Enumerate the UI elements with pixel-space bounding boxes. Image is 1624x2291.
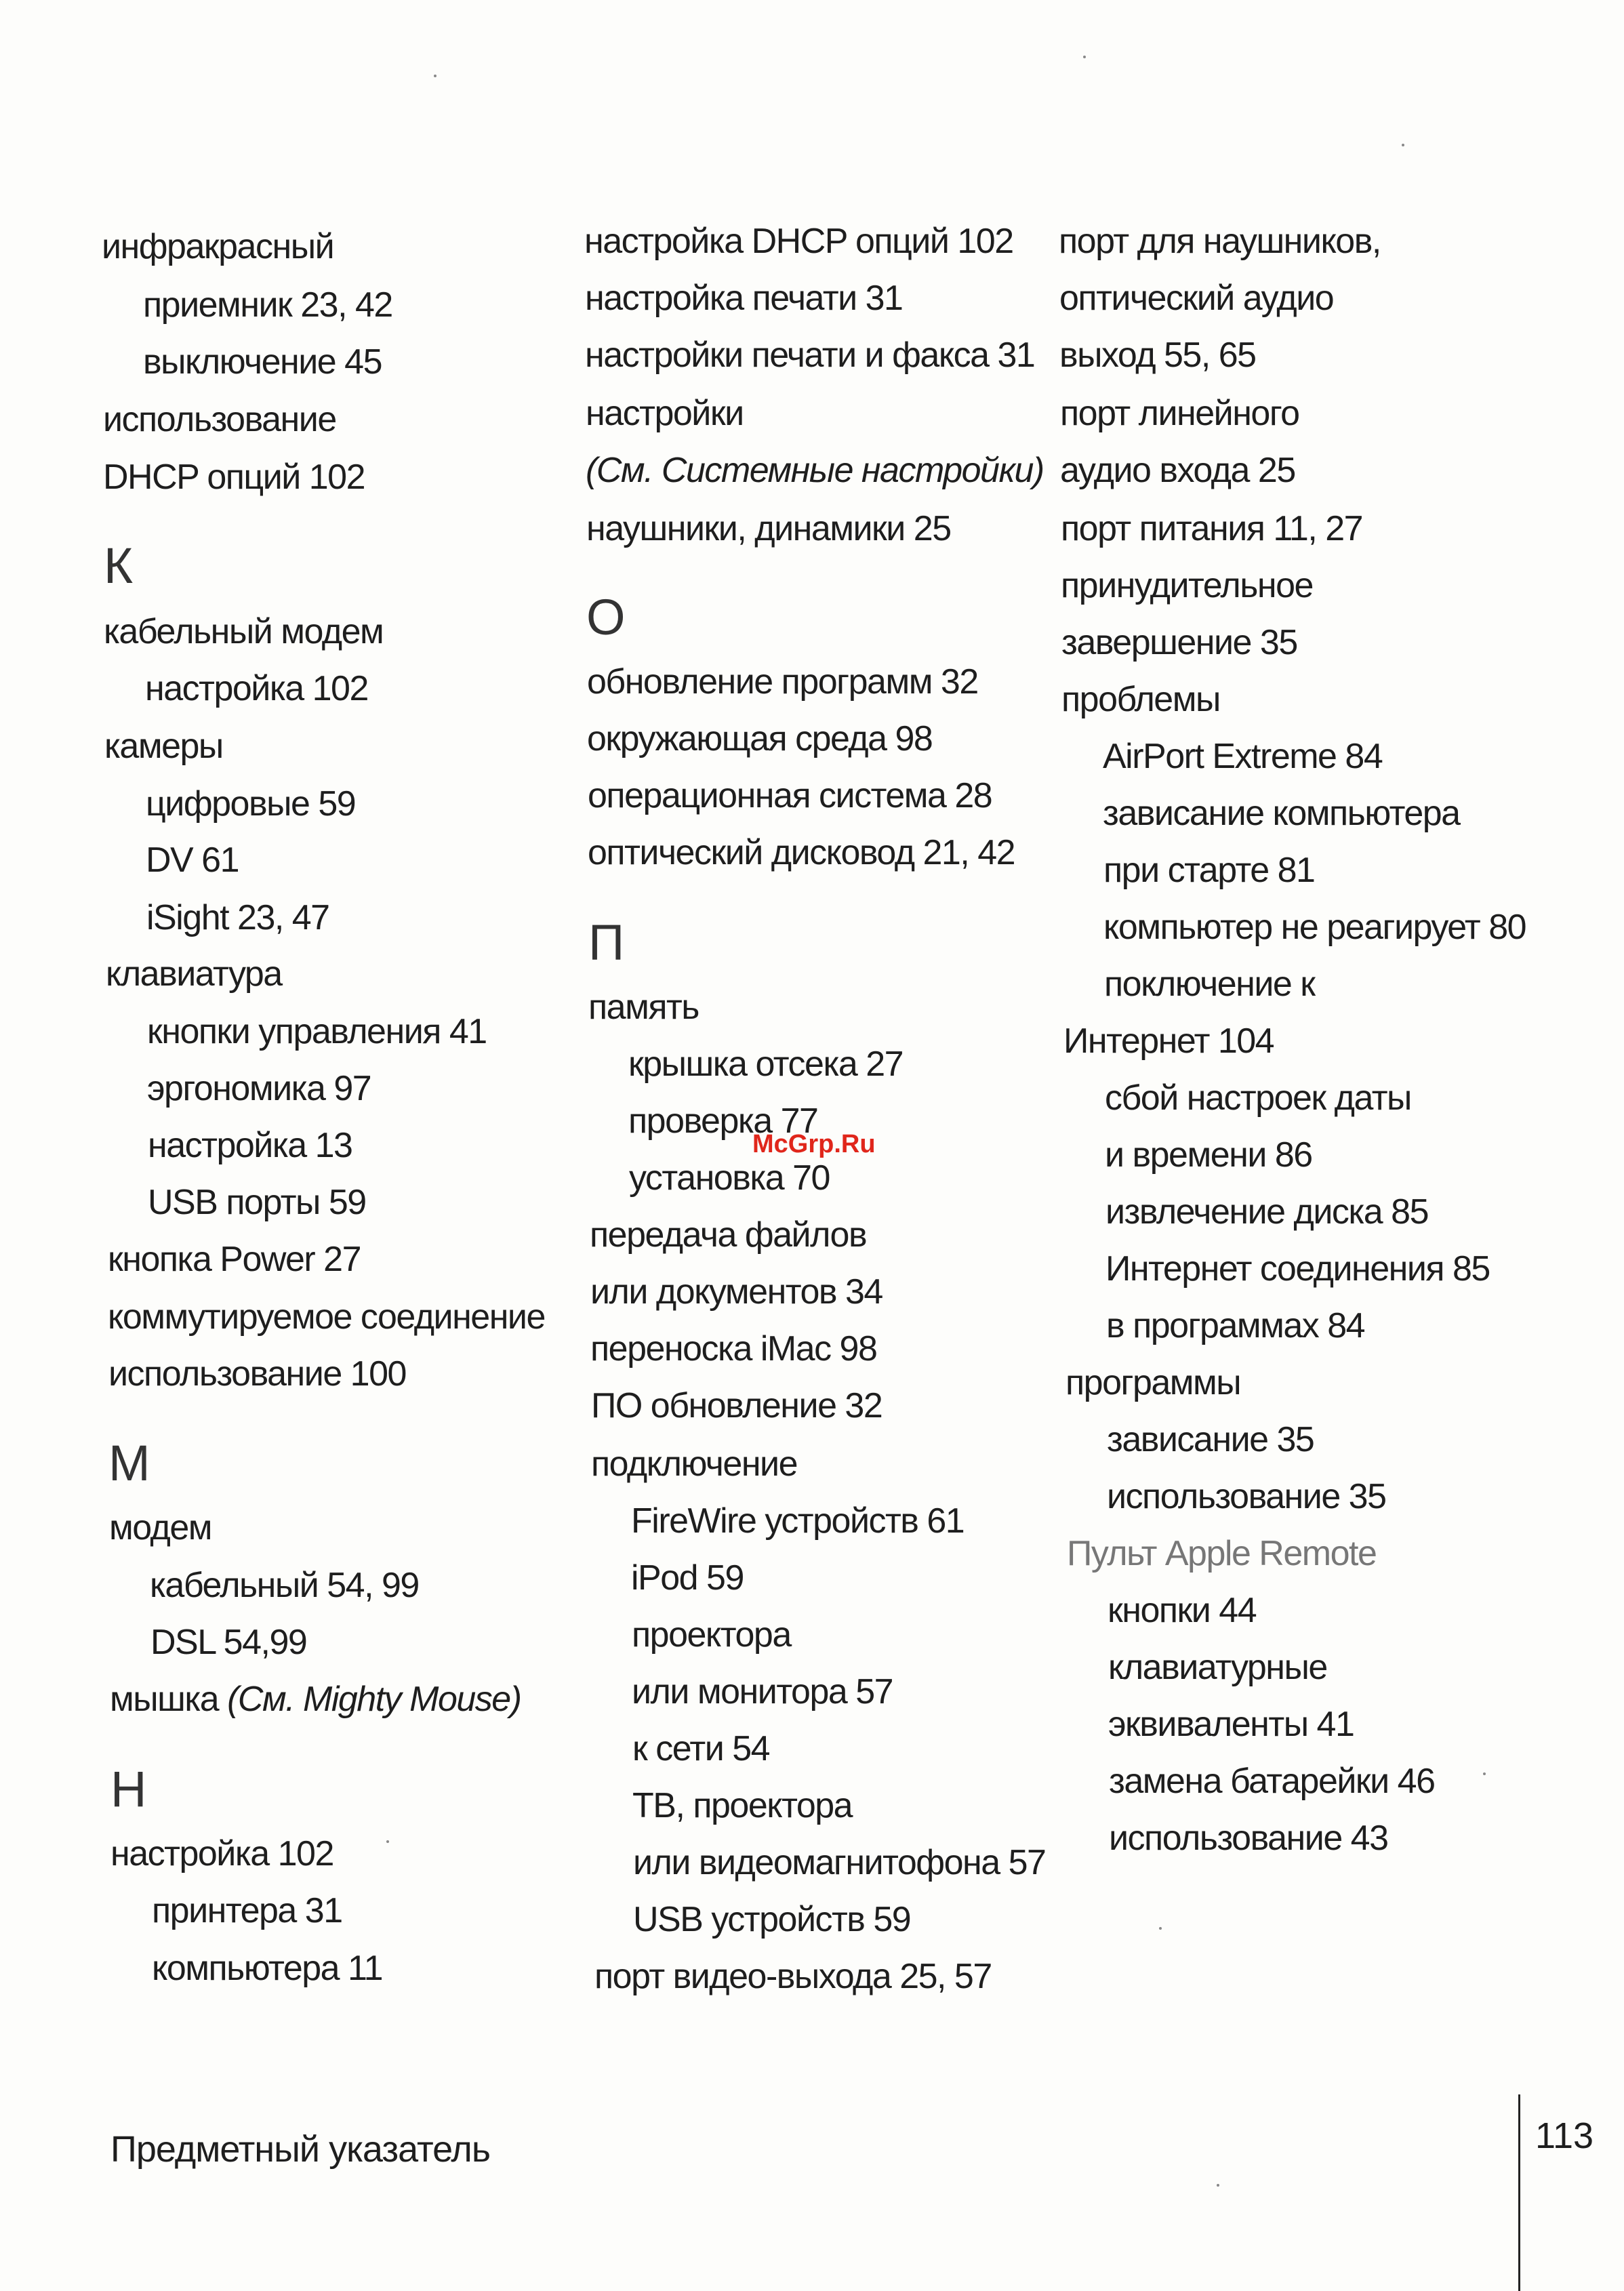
index-subentry <box>145 671 368 706</box>
index-subentry <box>629 1160 830 1196</box>
index-cross-reference: (См. Mighty Mouse) <box>227 1680 521 1719</box>
index-entry-text: iSight 23, 47 <box>146 898 329 937</box>
index-entry <box>594 1959 992 1994</box>
index-entry-text: AirPort Extreme 84 <box>1103 737 1383 776</box>
index-entry <box>1061 625 1297 660</box>
index-entry-text: сбой настроек даты <box>1105 1078 1411 1118</box>
index-subentry <box>1105 1080 1411 1116</box>
index-entry <box>103 460 365 495</box>
index-subentry <box>150 1625 306 1660</box>
index-entry-text: К <box>104 538 134 594</box>
index-entry <box>587 664 978 700</box>
index-entry <box>110 1836 333 1871</box>
index-entry-text: кабельный 54, 99 <box>150 1566 419 1605</box>
index-entry-text: порт питания 11, 27 <box>1061 509 1363 548</box>
index-entry <box>587 721 932 756</box>
index-entry <box>590 1274 882 1310</box>
index-entry-text: к сети 54 <box>632 1729 770 1768</box>
index-entry <box>1063 1023 1274 1059</box>
index-subentry <box>1107 1479 1386 1514</box>
index-entry-text: настройка 13 <box>148 1126 352 1165</box>
index-entry <box>108 1242 361 1277</box>
index-entry-text: iPod 59 <box>631 1558 744 1598</box>
index-subentry <box>146 840 239 880</box>
index-subentry <box>146 786 355 822</box>
index-entry <box>591 1446 797 1482</box>
index-entry <box>584 224 1013 259</box>
watermark: McGrp.Ru <box>752 1130 876 1158</box>
index-entry-text: при старте 81 <box>1103 851 1315 890</box>
index-entry-text: память <box>588 988 699 1027</box>
index-subentry <box>1109 1821 1388 1856</box>
index-entry <box>1059 224 1381 259</box>
index-entry-text: настройки <box>586 394 744 433</box>
index-entry-text: порт для наушников, <box>1059 222 1381 261</box>
index-entry-text: аудио входа 25 <box>1060 451 1295 490</box>
index-entry-text: зависание компьютера <box>1103 794 1460 833</box>
index-entry-text: DSL 54,99 <box>150 1623 307 1662</box>
index-entry-text: передача файлов <box>590 1215 867 1255</box>
index-subentry <box>1105 1194 1428 1230</box>
index-entry <box>590 1217 866 1253</box>
index-entry-text: FireWire устройств 61 <box>631 1501 965 1541</box>
index-entry <box>110 1682 521 1717</box>
index-entry-text: М <box>108 1435 150 1491</box>
index-entry-text: и времени 86 <box>1105 1135 1312 1175</box>
index-subentry <box>152 1951 382 1986</box>
index-entry-text: настройка 102 <box>110 1834 333 1873</box>
index-entry <box>108 1299 545 1335</box>
index-section-letter <box>110 1761 147 1817</box>
index-entry-text: кнопки управления 41 <box>147 1012 487 1051</box>
index-section-letter <box>108 1435 150 1491</box>
index-subentry <box>143 344 382 380</box>
index-entry <box>586 511 951 546</box>
index-subentry <box>1108 1707 1354 1742</box>
index-entry-text: крышка отсека 27 <box>628 1045 904 1084</box>
index-entry-text: выключение 45 <box>143 342 382 382</box>
index-entry-text: Пульт Apple Remote <box>1067 1534 1377 1573</box>
index-entry <box>586 396 744 431</box>
index-entry-text: обновление программ 32 <box>587 662 978 702</box>
index-entry-text: или видеомагнитофона 57 <box>633 1843 1046 1882</box>
index-entry-text: Интернет соединения 85 <box>1105 1249 1490 1289</box>
index-subentry <box>1107 1422 1314 1457</box>
index-entry <box>1059 338 1256 373</box>
index-entry-text: использование 100 <box>108 1354 406 1394</box>
index-entry-text: DHCP опций 102 <box>103 458 365 497</box>
index-subentry <box>1108 1650 1327 1685</box>
index-entry <box>1060 453 1295 488</box>
index-entry-text: ТВ, проектора <box>632 1786 853 1825</box>
index-entry-text: DV 61 <box>146 840 239 880</box>
index-entry <box>586 453 1044 488</box>
index-entry <box>103 402 336 437</box>
index-entry-text: или документов 34 <box>590 1272 882 1312</box>
index-entry-text: настройка печати 31 <box>585 279 903 318</box>
index-subentry <box>632 1617 791 1653</box>
index-subentry <box>146 900 329 935</box>
index-entry-text: операционная система 28 <box>588 776 992 815</box>
index-subentry <box>631 1503 964 1539</box>
index-entry-text: настройка DHCP опций 102 <box>584 222 1013 261</box>
index-entry-text: поключение к <box>1104 965 1315 1004</box>
index-entry-text: окружающая среда 98 <box>587 719 933 758</box>
index-subentry <box>628 1047 903 1082</box>
index-entry <box>1065 1365 1240 1400</box>
scan-speck <box>386 1840 389 1843</box>
scan-speck <box>1217 2184 1219 2187</box>
index-entry <box>588 778 992 813</box>
scan-speck <box>1159 1927 1162 1930</box>
index-entry <box>590 1331 876 1366</box>
index-entry <box>1067 1536 1376 1571</box>
index-subentry <box>631 1560 744 1596</box>
index-entry-text: П <box>588 914 625 971</box>
index-subentry <box>1108 1593 1256 1628</box>
index-entry-text: проектора <box>632 1615 791 1655</box>
index-subentry <box>632 1674 893 1709</box>
index-entry-text: зависание 35 <box>1107 1420 1314 1459</box>
index-entry-text: компьютер не реагирует 80 <box>1103 908 1526 947</box>
index-entry-text: принтера 31 <box>152 1891 342 1930</box>
index-subentry <box>147 1071 371 1106</box>
index-cross-reference: (См. Системные настройки) <box>586 451 1044 490</box>
index-entry-text: программы <box>1065 1363 1241 1402</box>
index-entry <box>108 1356 406 1392</box>
index-entry-text: кнопка Power 27 <box>108 1240 361 1279</box>
index-entry-text: оптический аудио <box>1059 279 1334 318</box>
index-entry <box>109 1510 211 1545</box>
index-entry-text: эргономика 97 <box>147 1069 371 1108</box>
index-subentry <box>147 1014 487 1049</box>
index-entry-text: наушники, динамики 25 <box>586 509 951 548</box>
scan-speck <box>1083 56 1086 58</box>
index-entry <box>591 1388 882 1423</box>
index-entry-text: коммутируемое соединение <box>108 1297 545 1337</box>
index-entry-text: USB порты 59 <box>148 1183 366 1222</box>
page-number-rule <box>1518 2094 1520 2291</box>
index-entry-text: завершение 35 <box>1061 623 1297 662</box>
index-entry <box>102 229 333 264</box>
index-entry <box>106 956 282 992</box>
index-entry-text: извлечение диска 85 <box>1105 1192 1428 1232</box>
index-entry <box>588 990 699 1025</box>
index-subentry <box>1106 1308 1364 1343</box>
index-subentry <box>1103 853 1314 888</box>
index-entry-text: компьютера 11 <box>152 1949 383 1988</box>
index-subentry <box>1105 1137 1312 1173</box>
index-subentry <box>148 1185 366 1220</box>
index-entry-text: порт линейного <box>1060 394 1299 433</box>
index-entry-text: мышка <box>110 1680 228 1719</box>
index-entry-text: или монитора 57 <box>632 1672 893 1711</box>
index-subentry <box>1103 796 1460 831</box>
index-entry-text: Интернет 104 <box>1063 1021 1274 1061</box>
page-number: 113 <box>1535 2115 1594 2156</box>
index-entry-text: О <box>586 589 626 645</box>
index-entry <box>588 835 1015 870</box>
index-subentry <box>150 1568 419 1603</box>
index-subentry <box>633 1845 1045 1880</box>
index-subentry <box>143 287 392 323</box>
index-entry <box>1060 396 1299 431</box>
scan-speck <box>434 75 437 77</box>
index-entry-text: Н <box>110 1761 147 1817</box>
index-entry-text: клавиатурные <box>1108 1648 1327 1687</box>
index-entry-text: настройка 102 <box>145 669 368 708</box>
index-entry-text: использование 43 <box>1109 1819 1388 1858</box>
index-entry-text: проверка 77 <box>628 1101 818 1141</box>
index-entry-text: камеры <box>104 727 223 766</box>
index-subentry <box>632 1731 769 1766</box>
index-subentry <box>148 1128 352 1163</box>
index-entry-text: проблемы <box>1061 680 1220 719</box>
index-entry <box>1059 281 1333 316</box>
index-subentry <box>632 1788 852 1823</box>
index-entry <box>1061 511 1362 546</box>
index-entry-text: кабельный модем <box>104 612 384 651</box>
footer-title: Предметный указатель <box>110 2129 490 2170</box>
index-entry-text: приемник 23, 42 <box>143 285 392 325</box>
index-entry <box>104 614 383 649</box>
index-entry-text: кнопки 44 <box>1108 1591 1257 1630</box>
index-subentry <box>1109 1764 1435 1799</box>
index-entry <box>585 338 1034 373</box>
index-entry-text: инфракрасный <box>102 227 334 266</box>
index-entry-text: модем <box>109 1508 212 1547</box>
index-entry-text: клавиатура <box>106 954 282 994</box>
index-entry-text: в программах 84 <box>1106 1306 1365 1345</box>
index-entry <box>1061 568 1313 603</box>
index-entry-text: эквиваленты 41 <box>1108 1705 1354 1744</box>
index-entry-text: цифровые 59 <box>146 784 356 824</box>
index-entry-text: подключение <box>591 1444 798 1484</box>
scan-speck <box>1483 1772 1486 1775</box>
index-entry <box>1061 682 1220 717</box>
index-section-letter <box>588 914 625 971</box>
index-entry-text: USB устройств 59 <box>633 1900 911 1939</box>
scan-speck <box>1402 144 1404 146</box>
index-entry <box>104 729 223 764</box>
index-subentry <box>1103 910 1526 945</box>
index-subentry <box>1105 1249 1490 1289</box>
index-entry-text: установка 70 <box>629 1158 830 1198</box>
index-entry-text: использование <box>103 400 336 439</box>
index-entry-text: использование 35 <box>1107 1477 1386 1516</box>
index-entry-text: настройки печати и факса 31 <box>585 336 1035 375</box>
index-subentry <box>1104 967 1315 1002</box>
index-entry-text: порт видео-выхода 25, 57 <box>594 1957 992 1996</box>
index-section-letter <box>104 538 134 594</box>
index-entry <box>585 281 902 316</box>
index-entry-text: принудительное <box>1061 566 1313 605</box>
index-entry-text: ПО обновление 32 <box>591 1386 882 1425</box>
index-subentry <box>1103 739 1382 774</box>
index-entry-text: замена батарейки 46 <box>1109 1762 1435 1801</box>
index-subentry <box>633 1902 910 1937</box>
index-entry-text: выход 55, 65 <box>1059 336 1256 375</box>
index-entry-text: переноска iMac 98 <box>590 1329 877 1368</box>
index-entry-text: оптический дисковод 21, 42 <box>588 833 1015 872</box>
index-section-letter <box>586 589 626 645</box>
index-subentry <box>152 1893 342 1928</box>
